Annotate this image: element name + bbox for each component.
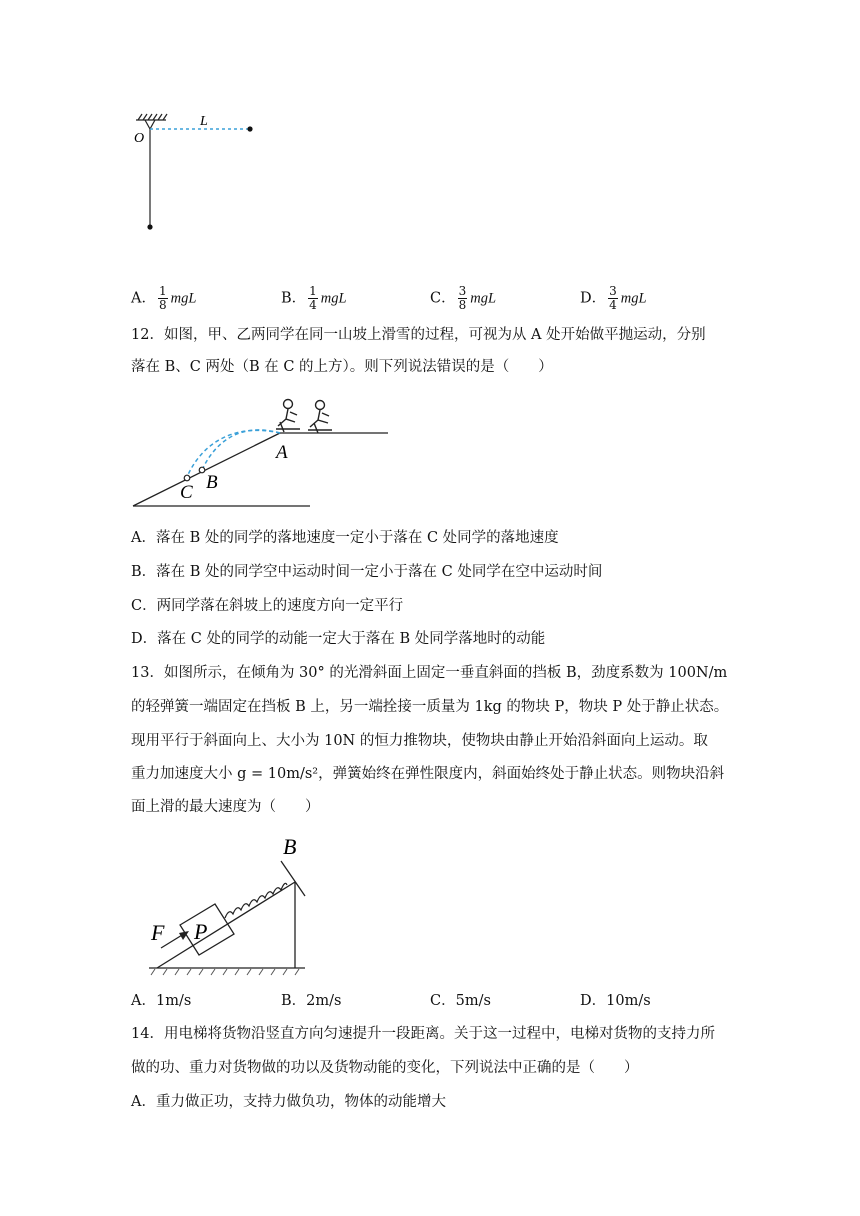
fig11-label-O: O: [134, 131, 145, 146]
fig13-label-P: P: [194, 919, 208, 944]
fraction: $\frac{3}{8}$: [458, 284, 467, 312]
q11-choice-c[interactable]: C． $\frac{3}{8}$ mgL: [430, 284, 497, 312]
fig13-label-B: B: [283, 834, 297, 859]
q12-option-a[interactable]: A．落在 B 处的同学的落地速度一定小于落在 C 处同学的落地速度: [131, 530, 559, 546]
q11-choice-d[interactable]: D． $\frac{3}{4}$ mgL: [580, 284, 647, 312]
q12-figure: [130, 392, 400, 512]
q12-option-d[interactable]: D．落在 C 处的同学的动能一定大于落在 B 处同学落地时的动能: [131, 631, 546, 647]
fig13-label-F: F: [151, 920, 165, 945]
fraction: $\frac{1}{8}$: [158, 284, 167, 312]
fraction: $\frac{3}{4}$: [609, 284, 617, 312]
q14-stem-line-2: 做的功、重力对货物做的功以及货物动能的变化，下列说法中正确的是（ ）: [131, 1060, 639, 1076]
q13-choice-c[interactable]: C．5m/s: [430, 993, 491, 1009]
q11-choice-b[interactable]: B． $\frac{1}{4}$ mgL: [281, 284, 347, 312]
q12-option-c[interactable]: C．两同学落在斜坡上的速度方向一定平行: [131, 598, 404, 614]
fig11-label-L: L: [200, 114, 208, 129]
fig12-label-A: A: [276, 442, 288, 463]
q12-option-b[interactable]: B．落在 B 处的同学空中运动时间一定小于落在 C 处同学在空中运动时间: [131, 564, 603, 580]
q13-stem-line-4: 重力加速度大小 g = 10m/s²，弹簧始终在弹性限度内，斜面始终处于静止状态。则物块沿斜: [131, 766, 725, 782]
q13-choice-a[interactable]: A．1m/s: [131, 993, 192, 1009]
q12-stem-line-2: 落在 B、C 两处（B 在 C 的上方）。则下列说法错误的是（ ）: [131, 359, 553, 375]
q13-stem-line-2: 的轻弹簧一端固定在挡板 B 上，另一端拴接一质量为 1kg 的物块 P，物块 P 处于静止状态。: [131, 699, 729, 715]
fraction: $\frac{1}{4}$: [309, 284, 317, 312]
q11-figure: [130, 112, 270, 242]
q14-stem-line-1: 14．用电梯将货物沿竖直方向匀速提升一段距离。关于这一过程中，电梯对货物的支持力所: [131, 1026, 715, 1042]
fig12-label-C: C: [180, 482, 193, 503]
q12-stem-line-1: 12．如图，甲、乙两同学在同一山坡上滑雪的过程，可视为从 A 处开始做平抛运动，分别: [131, 327, 706, 343]
q11-choice-a[interactable]: A． $\frac{1}{8}$ mgL: [131, 284, 197, 312]
q13-stem-line-5: 面上滑的最大速度为（ ）: [131, 799, 320, 815]
q13-choice-b[interactable]: B．2m/s: [281, 993, 342, 1009]
q13-figure: [145, 830, 315, 980]
q13-stem-line-3: 现用平行于斜面向上、大小为 10N 的恒力推物块，使物块由静止开始沿斜面向上运动。取: [131, 733, 708, 749]
q13-choice-d[interactable]: D．10m/s: [580, 993, 651, 1009]
fig12-label-B: B: [206, 472, 218, 493]
q14-option-a[interactable]: A．重力做正功，支持力做负功，物体的动能增大: [131, 1094, 446, 1110]
q13-stem-line-1: 13．如图所示，在倾角为 30° 的光滑斜面上固定一垂直斜面的挡板 B，劲度系数为 100N/m: [131, 665, 728, 681]
